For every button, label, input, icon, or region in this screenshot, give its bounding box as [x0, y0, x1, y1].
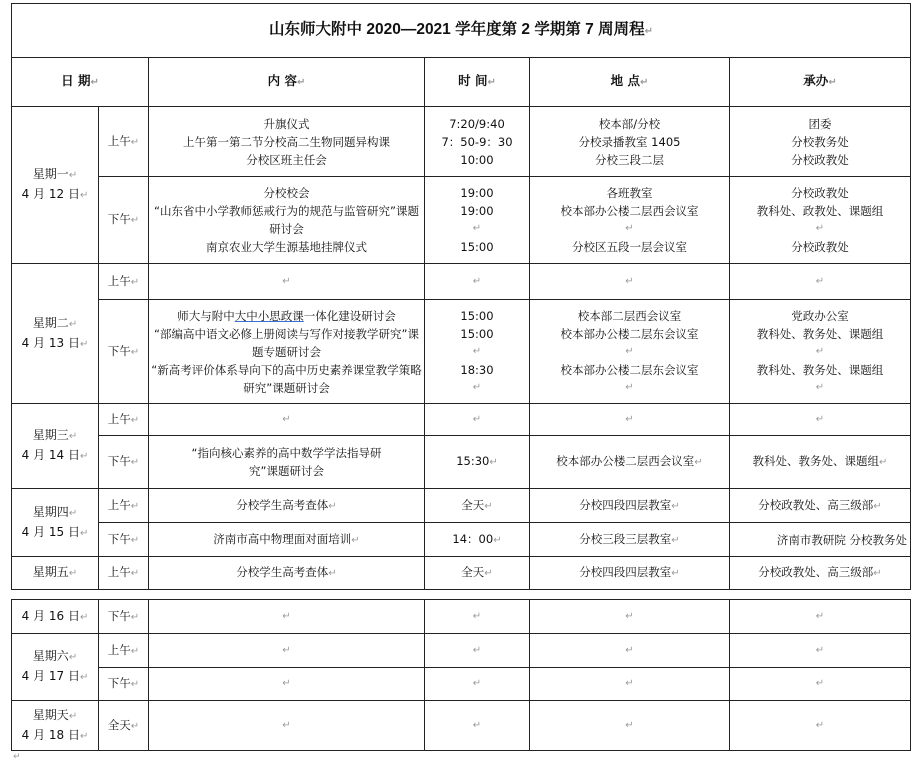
content-cell: 分校学生高考查体↵ [149, 557, 425, 590]
paragraph-mark: ↵ [644, 25, 653, 37]
empty-cell: ↵ [530, 634, 730, 668]
header-place: 地 点↵ [530, 58, 730, 107]
time-cell: 15:30↵ [425, 436, 530, 489]
empty-cell: ↵ [730, 668, 911, 701]
header-date: 日 期↵ [12, 58, 149, 107]
empty-cell: ↵ [425, 668, 530, 701]
time-cell: 15:00 15:00 ↵ 18:30 ↵ [425, 300, 530, 404]
time-cell: 全天↵ [425, 489, 530, 523]
table-row [12, 436, 911, 489]
empty-cell: ↵ [149, 404, 425, 436]
period-cell: 下午↵ [99, 436, 149, 489]
title-text: 山东师大附中 2020—2021 学年度第 2 学期第 7 周周程 [269, 20, 645, 38]
empty-cell: ↵ [425, 634, 530, 668]
period-cell: 上午↵ [99, 264, 149, 300]
day-cell-saturday: 星期六↵ 4 月 17 日↵ [12, 634, 99, 701]
table-row [12, 557, 911, 590]
header-owner: 承办↵ [730, 58, 911, 107]
empty-cell: ↵ [730, 404, 911, 436]
owner-cell: 党政办公室 教科处、教务处、课题组 ↵ 教科处、教务处、课题组 ↵ [730, 300, 911, 404]
time-cell: 19:00 19:00 ↵ 15:00 [425, 177, 530, 264]
owner-cell: 济南市教研院 分校教务处 [730, 523, 911, 557]
table-row [12, 177, 911, 264]
place-cell: 分校四段四层教室↵ [530, 557, 730, 590]
period-cell: 下午↵ [99, 300, 149, 404]
time-cell: 全天↵ [425, 557, 530, 590]
day-cell-friday-date: 4 月 16 日↵ [12, 600, 99, 634]
header-time: 时 间↵ [425, 58, 530, 107]
content-cell: 分校学生高考查体↵ [149, 489, 425, 523]
period-cell: 全天↵ [99, 701, 149, 751]
place-cell: 各班教室 校本部办公楼二层西会议室 ↵ 分校区五段一层会议室 [530, 177, 730, 264]
empty-cell: ↵ [425, 404, 530, 436]
content-cell: 师大与附中大中小思政课一体化建设研讨会 “部编高中语文必修上册阅读与写作对接教学研究”课题专题研讨会 “新高考评价体系导向下的高中历史素养课堂教学策略研究”课题研讨会 [149, 300, 425, 404]
period-cell: 下午↵ [99, 177, 149, 264]
empty-cell: ↵ [149, 701, 425, 751]
owner-cell: 分校政教处、高三级部↵ [730, 557, 911, 590]
content-cell: 升旗仪式 上午第一第二节分校高二生物同题异构课 分校区班主任会 [149, 107, 425, 177]
table-row [12, 701, 911, 751]
page-title [12, 4, 911, 58]
footer-paragraph-mark: ↵ [13, 752, 21, 762]
empty-cell: ↵ [149, 668, 425, 701]
empty-cell: ↵ [530, 264, 730, 300]
empty-cell: ↵ [730, 600, 911, 634]
table-row [12, 404, 911, 436]
empty-cell: ↵ [530, 404, 730, 436]
empty-cell: ↵ [425, 600, 530, 634]
period-cell: 下午↵ [99, 668, 149, 701]
header-content: 内 容↵ [149, 58, 425, 107]
schedule-table-top [11, 3, 911, 590]
owner-cell: 团委 分校教务处 分校政教处 [730, 107, 911, 177]
place-cell: 校本部办公楼二层西会议室↵ [530, 436, 730, 489]
table-row [12, 107, 911, 177]
table-row [12, 300, 911, 404]
empty-cell: ↵ [149, 634, 425, 668]
empty-cell: ↵ [730, 264, 911, 300]
time-cell: 14：00↵ [425, 523, 530, 557]
content-cell: 分校校会 “山东省中小学教师惩戒行为的规范与监管研究”课题研讨会 南京农业大学生源基地挂牌仪式 [149, 177, 425, 264]
owner-cell: 分校政教处、高三级部↵ [730, 489, 911, 523]
empty-cell: ↵ [425, 701, 530, 751]
owner-cell: 分校政教处 教科处、政教处、课题组 ↵ 分校政教处 [730, 177, 911, 264]
day-cell-wednesday: 星期三↵ 4 月 14 日↵ [12, 404, 99, 489]
day-cell-thursday: 星期四↵ 4 月 15 日↵ [12, 489, 99, 557]
header-row [12, 58, 911, 107]
day-cell-friday: 星期五↵ [12, 557, 99, 590]
period-cell: 上午↵ [99, 404, 149, 436]
empty-cell: ↵ [530, 701, 730, 751]
empty-cell: ↵ [149, 600, 425, 634]
period-cell: 上午↵ [99, 489, 149, 523]
period-cell: 下午↵ [99, 600, 149, 634]
period-cell: 上午↵ [99, 557, 149, 590]
table-row [12, 264, 911, 300]
time-cell: 7:20/9:40 7：50-9：30 10:00 [425, 107, 530, 177]
empty-cell: ↵ [149, 264, 425, 300]
day-cell-monday: 星期一↵ 4 月 12 日↵ [12, 107, 99, 264]
table-row [12, 668, 911, 701]
place-cell: 分校四段四层教室↵ [530, 489, 730, 523]
table-row [12, 523, 911, 557]
content-cell: “指向核心素养的高中数学学法指导研究”课题研讨会 [149, 436, 425, 489]
day-cell-sunday: 星期天↵ 4 月 18 日↵ [12, 701, 99, 751]
empty-cell: ↵ [425, 264, 530, 300]
place-cell: 校本部二层西会议室 校本部办公楼二层东会议室 ↵ 校本部办公楼二层东会议室 ↵ [530, 300, 730, 404]
day-cell-tuesday: 星期二↵ 4 月 13 日↵ [12, 264, 99, 404]
place-cell: 分校三段三层教室↵ [530, 523, 730, 557]
period-cell: 上午↵ [99, 107, 149, 177]
empty-cell: ↵ [730, 701, 911, 751]
period-cell: 上午↵ [99, 634, 149, 668]
content-cell: 济南市高中物理面对面培训↵ [149, 523, 425, 557]
place-cell: 校本部/分校 分校录播教室 1405 分校三段二层 [530, 107, 730, 177]
empty-cell: ↵ [530, 600, 730, 634]
table-row [12, 489, 911, 523]
period-cell: 下午↵ [99, 523, 149, 557]
table-row [12, 600, 911, 634]
owner-cell: 教科处、教务处、课题组↵ [730, 436, 911, 489]
table-row [12, 634, 911, 668]
empty-cell: ↵ [530, 668, 730, 701]
empty-cell: ↵ [730, 634, 911, 668]
schedule-table-bottom [11, 599, 911, 751]
